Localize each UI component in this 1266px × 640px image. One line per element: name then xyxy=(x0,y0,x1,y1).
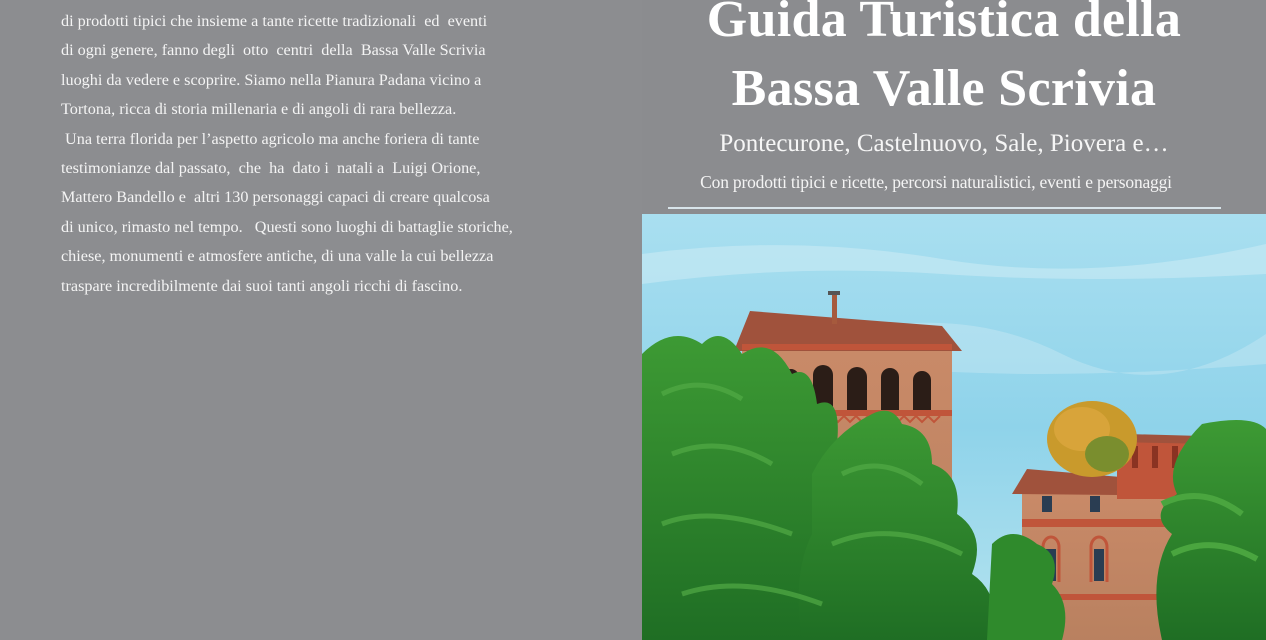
back-cover-blurb xyxy=(61,7,571,301)
book-title-line-1: Guida Turistica della xyxy=(706,0,1182,48)
book-subtitle: Pontecurone, Castelnuovo, Sale, Piovera e… xyxy=(719,130,1169,157)
blurb-line: traspare incredibilmente dai suoi tanti angoli ricchi di fascino. xyxy=(61,276,463,295)
blurb-line: di prodotti tipici che insieme a tante ricette tradizionali ed eventi xyxy=(61,12,488,30)
blurb-line: Mattero Bandello e altri 130 personaggi capaci di creare qualcosa xyxy=(61,188,490,207)
blurb-line: testimonianze dal passato, che ha dato i natali a Luigi Orione, xyxy=(61,159,481,178)
book-tagline: Con prodotti tipici e ricette, percorsi naturalistici, eventi e personaggi xyxy=(700,172,1172,192)
blurb-line: di unico, rimasto nel tempo. Questi sono luoghi di battaglie storiche, xyxy=(61,217,513,236)
blurb-line: di ogni genere, fanno degli otto centri della Bassa Valle Scrivia xyxy=(61,41,486,60)
cover-photo-castle xyxy=(642,214,1266,640)
blurb-line: Una terra florida per l’aspetto agricolo ma anche foriera di tante xyxy=(61,129,480,148)
blurb-line: chiese, monumenti e atmosfere antiche, di una valle la cui bellezza xyxy=(61,247,494,266)
castle-image xyxy=(642,214,1266,640)
front-cover xyxy=(642,0,1266,640)
blurb-line: Tortona, ricca di storia millenaria e di angoli di rara bellezza. xyxy=(61,100,457,119)
divider xyxy=(668,207,1221,209)
book-title-line-2: Bassa Valle Scrivia xyxy=(731,60,1157,117)
blurb-line: luoghi da vedere e scoprire. Siamo nella Pianura Padana vicino a xyxy=(61,70,482,89)
